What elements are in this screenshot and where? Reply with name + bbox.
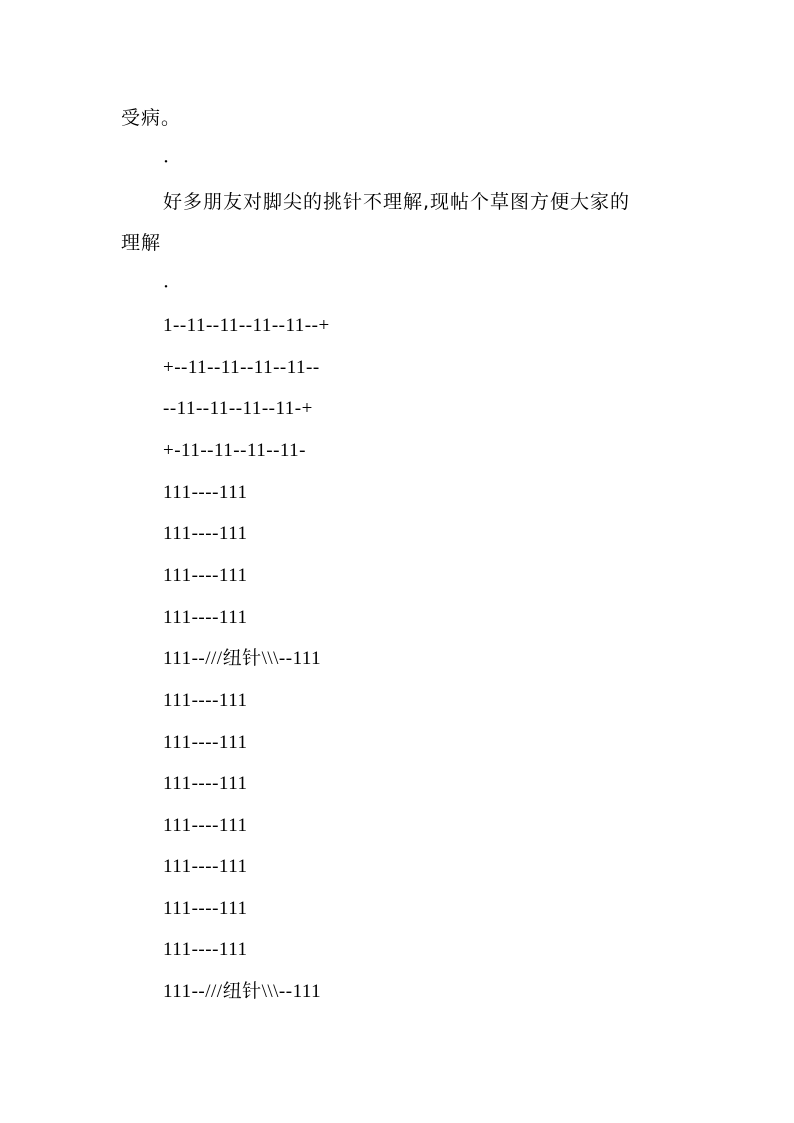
diagram-row: 111----111	[163, 607, 248, 628]
bullet-dot: ·	[163, 151, 170, 173]
diagram-row-twist-stitch: 111--///纽针\\\--111	[163, 981, 322, 1002]
diagram-row: 111----111	[163, 815, 248, 836]
diagram-row: +-11--11--11--11-	[163, 440, 307, 461]
diagram-row: 111----111	[163, 523, 248, 544]
diagram-row: 111----111	[163, 898, 248, 919]
diagram-row: 111----111	[163, 939, 248, 960]
diagram-row: 111----111	[163, 565, 248, 586]
diagram-row: 111----111	[163, 482, 248, 503]
text-line-intro-wrap: 理解	[121, 232, 162, 254]
text-line-continuation: 受病。	[121, 107, 182, 129]
diagram-row: 111----111	[163, 690, 248, 711]
diagram-row: 111----111	[163, 773, 248, 794]
diagram-row: 111----111	[163, 856, 248, 877]
diagram-row: 111----111	[163, 732, 248, 753]
text-line-intro: 好多朋友对脚尖的挑针不理解,现帖个草图方便大家的	[163, 191, 631, 213]
diagram-row: +--11--11--11--11--	[163, 357, 320, 378]
diagram-row-twist-stitch: 111--///纽针\\\--111	[163, 648, 322, 669]
diagram-row: 1--11--11--11--11--+	[163, 315, 330, 336]
diagram-row: --11--11--11--11-+	[163, 398, 313, 419]
bullet-dot: ·	[163, 276, 170, 298]
